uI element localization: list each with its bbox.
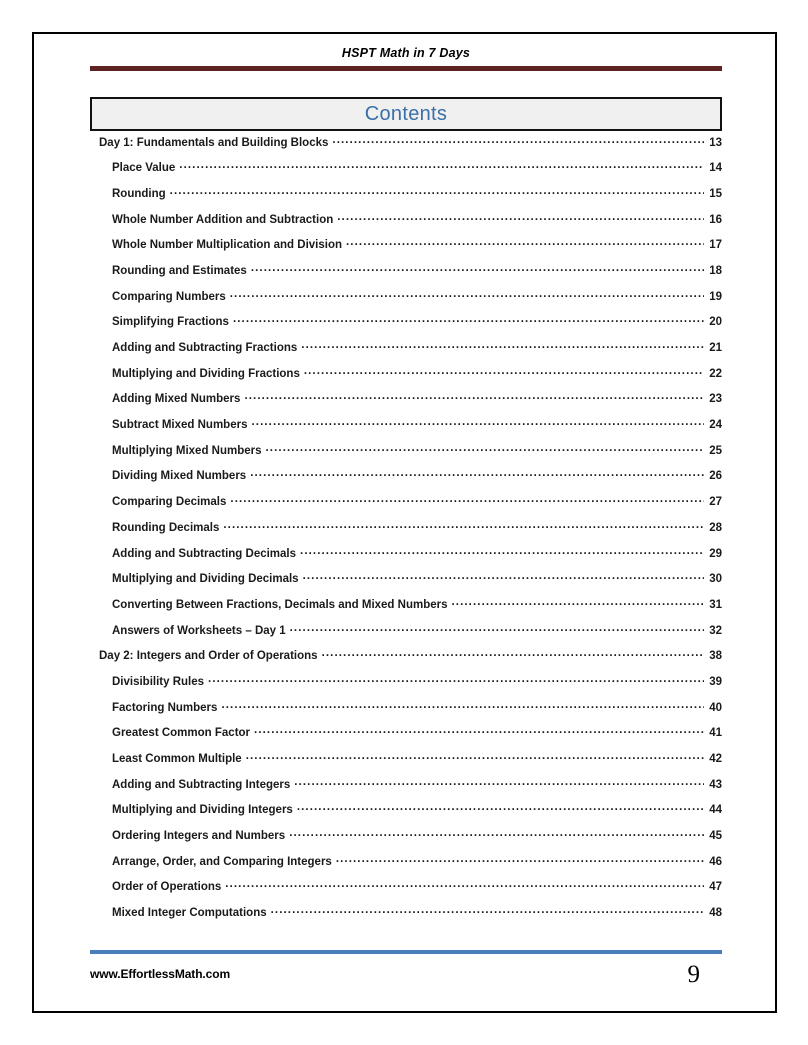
toc-dot-leader [271, 905, 704, 917]
toc-dot-leader [221, 699, 704, 711]
toc-entry-label: Whole Number Multiplication and Division [112, 239, 343, 252]
toc-dot-leader [230, 494, 704, 506]
page-content-area [34, 34, 775, 1011]
running-header [90, 46, 722, 60]
toc-entry-row[interactable] [90, 853, 722, 879]
toc-entry-row[interactable] [90, 468, 722, 494]
toc-dot-leader [294, 776, 704, 788]
table-of-contents [90, 134, 722, 930]
toc-entry-row[interactable] [90, 802, 722, 828]
toc-entry-row[interactable] [90, 879, 722, 905]
toc-dot-leader [230, 288, 704, 300]
toc-entry-label: Place Value [112, 162, 176, 175]
toc-entry-label: Adding and Subtracting Decimals [112, 547, 297, 560]
toc-entry-label: Mixed Integer Computations [112, 907, 267, 920]
toc-entry-label: Multiplying and Dividing Fractions [112, 367, 300, 380]
toc-entry-page-number: 28 [709, 521, 722, 534]
toc-entry-page-number: 45 [709, 830, 722, 843]
toc-dot-leader [170, 185, 704, 197]
toc-dot-leader [233, 314, 704, 326]
toc-entry-page-number: 20 [709, 316, 722, 329]
toc-entry-label: Comparing Decimals [112, 496, 227, 509]
page-footer [90, 961, 722, 993]
toc-entry-label: Multiplying and Dividing Decimals [112, 573, 299, 586]
toc-entry-row[interactable] [90, 262, 722, 288]
toc-entry-label: Answers of Worksheets – Day 1 [112, 624, 286, 637]
toc-entry-page-number: 29 [709, 547, 722, 560]
toc-entry-label: Converting Between Fractions, Decimals and Mixed Numbers [112, 598, 448, 611]
toc-dot-leader [346, 237, 704, 249]
toc-entry-row[interactable] [90, 545, 722, 571]
toc-entry-label: Simplifying Fractions [112, 316, 229, 329]
toc-entry-page-number: 32 [709, 624, 722, 637]
toc-entry-page-number: 22 [709, 367, 722, 380]
toc-dot-leader [337, 211, 704, 223]
document-page [32, 32, 777, 1013]
toc-dot-leader [251, 262, 704, 274]
toc-dot-leader [179, 160, 704, 172]
toc-entry-label: Subtract Mixed Numbers [112, 419, 248, 432]
toc-entry-label: Dividing Mixed Numbers [112, 470, 247, 483]
toc-entry-label: Adding and Subtracting Integers [112, 778, 291, 791]
toc-entry-page-number: 38 [709, 650, 722, 663]
footer-page-number: 9 [687, 961, 700, 988]
running-header-title: HSPT Math in 7 Days [341, 46, 471, 60]
toc-section-row[interactable] [90, 134, 722, 160]
toc-dot-leader [290, 622, 704, 634]
toc-entry-page-number: 27 [709, 496, 722, 509]
toc-dot-leader [301, 340, 704, 352]
toc-dot-leader [266, 442, 704, 454]
toc-entry-row[interactable] [90, 160, 722, 186]
footer-website-link[interactable]: www.EffortlessMath.com [90, 967, 231, 981]
toc-dot-leader [336, 853, 704, 865]
toc-entry-row[interactable] [90, 596, 722, 622]
toc-entry-label: Greatest Common Factor [112, 727, 251, 740]
toc-entry-label: Divisibility Rules [112, 675, 205, 688]
toc-entry-page-number: 26 [709, 470, 722, 483]
toc-entry-label: Adding and Subtracting Fractions [112, 342, 298, 354]
toc-entry-label: Multiplying and Dividing Integers [112, 804, 293, 817]
toc-entry-page-number: 24 [709, 419, 722, 432]
toc-entry-row[interactable] [90, 519, 722, 545]
toc-dot-leader [303, 571, 704, 583]
toc-entry-page-number: 25 [709, 444, 722, 457]
toc-dot-leader [246, 751, 704, 763]
toc-section-row[interactable] [90, 648, 722, 674]
toc-dot-leader [208, 673, 704, 685]
toc-entry-row[interactable] [90, 725, 722, 751]
toc-dot-leader [254, 725, 704, 737]
toc-dot-leader [332, 134, 704, 146]
toc-entry-row[interactable] [90, 340, 722, 366]
toc-entry-label: Ordering Integers and Numbers [112, 830, 286, 843]
toc-dot-leader [225, 879, 704, 891]
toc-entry-label: Day 1: Fundamentals and Building Blocks [99, 136, 329, 149]
toc-entry-page-number: 48 [709, 907, 722, 920]
toc-entry-row[interactable] [90, 751, 722, 777]
toc-entry-page-number: 30 [709, 573, 722, 586]
toc-entry-page-number: 43 [709, 778, 722, 791]
toc-entry-row[interactable] [90, 699, 722, 725]
toc-entry-page-number: 17 [709, 239, 722, 252]
toc-entry-page-number: 18 [709, 264, 722, 277]
toc-entry-label: Order of Operations [112, 881, 222, 894]
toc-dot-leader [322, 648, 704, 660]
contents-title-box [90, 97, 722, 131]
toc-entry-page-number: 15 [709, 187, 722, 200]
toc-entry-page-number: 47 [709, 881, 722, 894]
toc-dot-leader [304, 365, 704, 377]
footer-rule-divider [90, 950, 722, 954]
toc-dot-leader [244, 391, 704, 403]
toc-entry-row[interactable] [90, 571, 722, 597]
toc-entry-row[interactable] [90, 185, 722, 211]
toc-entry-label: Rounding and Estimates [112, 264, 247, 277]
toc-entry-row[interactable] [90, 237, 722, 263]
toc-dot-leader [251, 417, 704, 429]
toc-entry-page-number: 40 [709, 701, 722, 714]
toc-entry-page-number: 23 [709, 393, 722, 406]
toc-entry-row[interactable] [90, 211, 722, 237]
toc-entry-page-number: 44 [709, 804, 722, 817]
toc-dot-leader [300, 545, 704, 557]
contents-heading: Contents [364, 102, 448, 125]
toc-entry-label: Adding Mixed Numbers [112, 393, 241, 406]
toc-entry-row[interactable] [90, 442, 722, 468]
toc-entry-label: Comparing Numbers [112, 290, 226, 303]
toc-entry-row[interactable] [90, 417, 722, 443]
toc-entry-row[interactable] [90, 622, 722, 648]
toc-entry-label: Day 2: Integers and Order of Operations [99, 650, 318, 663]
toc-entry-label: Multiplying Mixed Numbers [112, 444, 262, 457]
toc-entry-label: Whole Number Addition and Subtraction [112, 213, 334, 226]
toc-entry-label: Rounding Decimals [112, 521, 220, 534]
toc-dot-leader [452, 596, 705, 608]
toc-entry-page-number: 42 [709, 753, 722, 765]
toc-entry-page-number: 46 [709, 855, 722, 868]
toc-entry-row[interactable] [90, 365, 722, 391]
toc-entry-row[interactable] [90, 828, 722, 854]
toc-entry-page-number: 31 [709, 598, 722, 611]
toc-entry-row[interactable] [90, 494, 722, 520]
toc-entry-page-number: 16 [709, 213, 722, 226]
toc-entry-page-number: 19 [709, 290, 722, 303]
toc-entry-page-number: 41 [709, 727, 722, 740]
toc-entry-page-number: 13 [709, 136, 722, 149]
toc-entry-page-number: 14 [709, 162, 722, 175]
header-rule-divider [90, 66, 722, 71]
toc-entry-page-number: 21 [709, 342, 722, 354]
toc-entry-row[interactable] [90, 288, 722, 314]
toc-entry-label: Arrange, Order, and Comparing Integers [112, 855, 332, 868]
toc-dot-leader [289, 828, 704, 840]
toc-entry-row[interactable] [90, 905, 722, 931]
toc-dot-leader [297, 802, 704, 814]
toc-dot-leader [250, 468, 704, 480]
toc-dot-leader [223, 519, 704, 531]
toc-entry-label: Rounding [112, 187, 166, 200]
toc-entry-row[interactable] [90, 314, 722, 340]
toc-entry-row[interactable] [90, 776, 722, 802]
toc-entry-row[interactable] [90, 391, 722, 417]
toc-entry-label: Least Common Multiple [112, 753, 242, 765]
toc-entry-page-number: 39 [709, 675, 722, 688]
toc-entry-label: Factoring Numbers [112, 701, 218, 714]
toc-entry-row[interactable] [90, 673, 722, 699]
